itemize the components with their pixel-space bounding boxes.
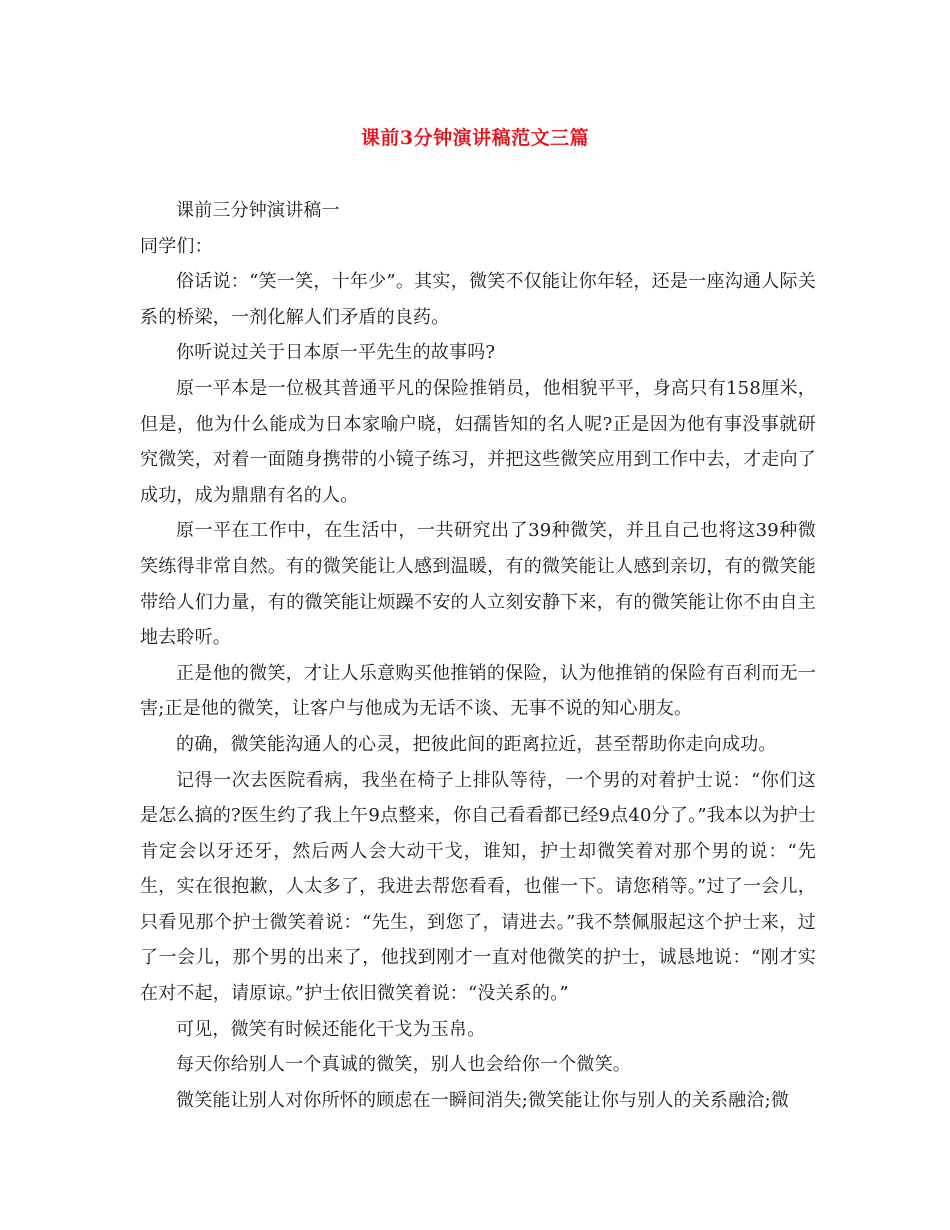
document-title: 课前3分钟演讲稿范文三篇 [360, 127, 590, 149]
paragraph: 原一平本是一位极其普通平凡的保险推销员，他相貌平平，身高只有158厘米，但是，他为什么能成为日本家喻户晓，妇孺皆知的名人呢?正是因为他有事没事就研究微笑，对着一面随身携带的小镜子练习，并把这些微笑应用到工作中去，才走向了成功，成为鼎鼎有名的人。 [140, 377, 816, 506]
paragraph: 的确，微笑能沟通人的心灵，把彼此间的距离拉近，甚至帮助你走向成功。 [176, 733, 777, 755]
paragraph: 你听说过关于日本原一平先生的故事吗? [176, 342, 496, 364]
paragraph: 可见，微笑有时候还能化干戈为玉帛。 [176, 1018, 486, 1040]
paragraph: 微笑能让别人对你所怀的顾虑在一瞬间消失;微笑能让你与别人的关系融洽;微 [176, 1089, 790, 1111]
paragraph: 俗话说：“笑一笑，十年少”。其实，微笑不仅能让你年轻，还是一座沟通人际关系的桥梁，一剂化解人们矛盾的良药。 [140, 271, 816, 328]
paragraph-speech-heading: 课前三分钟演讲稿一 [176, 200, 340, 221]
paragraph-salutation: 同学们： [140, 235, 213, 257]
document-body [140, 193, 816, 1118]
paragraph: 记得一次去医院看病，我坐在椅子上排队等待，一个男的对着护士说：“你们这是怎么搞的?医生约了我上午9点整来，你自己看看都已经9点40分了。”我本以为护士肯定会以牙还牙，然后两人会大动干戈，谁知，护士却微笑着对那个男的说：“先生，实在很抱歉，人太多了，我进去帮您看看，也催一下。请您稍等。”过了一会儿，只看见那个护士微笑着说：“先生，到您了，请进去。”我不禁佩服起这个护士来，过了一会儿，那个男的出来了，他找到刚才一直对他微笑的护士，诚恳地说：“刚才实在对不起，请原谅。”护士依旧微笑着说：“没关系的。” [140, 769, 816, 1005]
paragraph: 每天你给别人一个真诚的微笑，别人也会给你一个微笑。 [176, 1054, 631, 1076]
paragraph: 原一平在工作中，在生活中，一共研究出了39种微笑，并且自己也将这39种微笑练得非常自然。有的微笑能让人感到温暖，有的微笑能让人感到亲切，有的微笑能带给人们力量，有的微笑能让烦躁不安的人立刻安静下来，有的微笑能让你不由自主地去聆听。 [140, 520, 816, 649]
paragraph: 正是他的微笑，才让人乐意购买他推销的保险，认为他推销的保险有百利而无一害;正是他的微笑，让客户与他成为无话不谈、无事不说的知心朋友。 [140, 662, 816, 720]
